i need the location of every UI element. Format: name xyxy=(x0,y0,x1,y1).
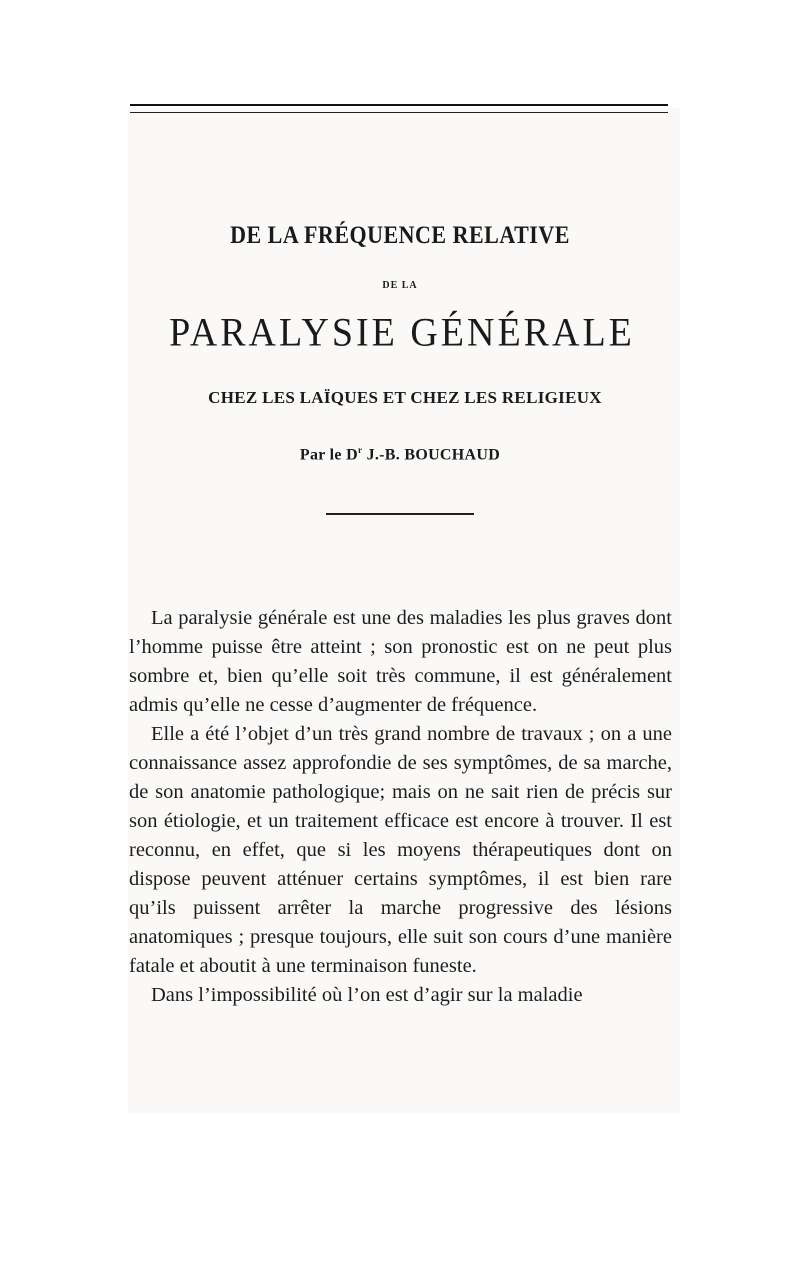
paragraph: Dans l’impossibilité où l’on est d’agir sur la maladie xyxy=(151,984,583,1006)
author-title-sup: r xyxy=(357,445,363,455)
body-text xyxy=(129,604,672,1010)
title-line-1: DE LA FRÉQUENCE RELATIVE xyxy=(230,220,570,249)
paragraph: La paralysie générale est une des maladies les plus graves dont l’homme puisse être atteint ; son pronostic est on ne peut plus sombre et, bien qu’elle soit très commune, il est généralement admis qu’elle ne cesse d’augmenter de fréquence. xyxy=(129,607,672,716)
author-line xyxy=(0,445,800,464)
header-rule xyxy=(130,104,668,106)
title-line-2: DE LA xyxy=(382,280,418,291)
author-prefix: Par le D xyxy=(299,446,358,464)
title-main: PARALYSIE GÉNÉRALE xyxy=(169,310,635,356)
title-subtitle: CHEZ LES LAÏQUES ET CHEZ LES RELIGIEUX xyxy=(208,388,602,407)
paragraph: Elle a été l’objet d’un très grand nombre de travaux ; on a une connaissance assez approfondie de ses symptômes, de sa marche, de son anatomie pathologique; mais on ne sait rien de précis sur son étiologie, et un traitement efficace est encore à trouver. Il est reconnu, en effet, que si les moyens thérapeutiques dont on dispose peuvent atténuer certains symptômes, il est bien rare qu’ils puissent arrêter la marche progressive des lésions anatomiques ; presque toujours, elle suit son cours d’une manière fatale et aboutit à une terminaison funeste. xyxy=(129,723,672,977)
separator-rule xyxy=(326,513,474,515)
header-rule-thin xyxy=(130,112,668,113)
author-name: J.-B. BOUCHAUD xyxy=(362,446,501,464)
